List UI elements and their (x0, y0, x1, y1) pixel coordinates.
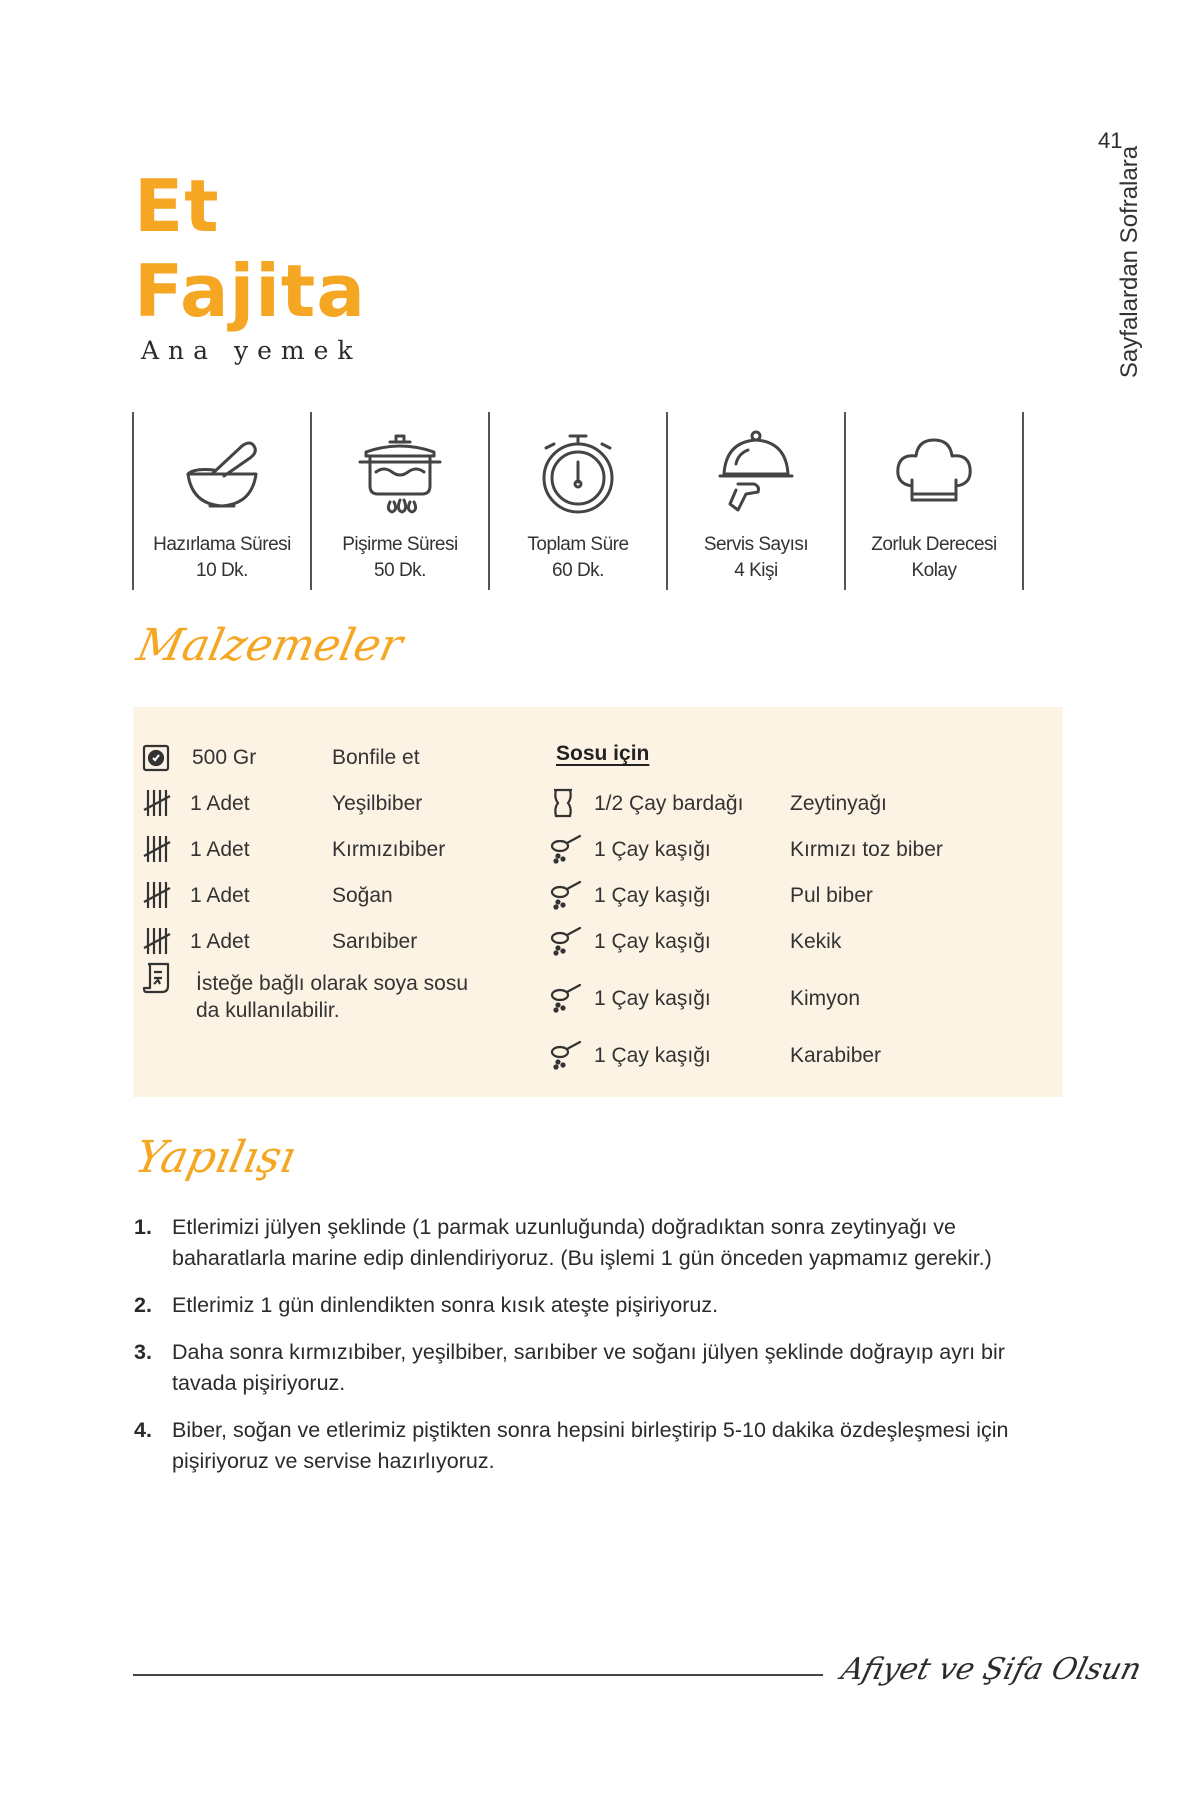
tally-icon (142, 880, 172, 910)
serving-cloche-icon (708, 424, 804, 520)
spoon-icon (550, 834, 582, 864)
sauce-name: Zeytinyağı (790, 792, 887, 815)
recipe-title-line2: Fajita (134, 249, 366, 333)
ingredient-amount: 1 Adet (190, 884, 250, 907)
ingredient-amount: 1 Adet (190, 838, 250, 861)
cooking-pot-icon (352, 424, 448, 520)
info-label: Hazırlama Süresi (153, 534, 291, 555)
info-total-time (488, 412, 666, 590)
spoon-icon (550, 1040, 582, 1070)
step-text: Etlerimiz 1 gün dinlendikten sonra kısık ateşte pişiriyoruz. (172, 1293, 719, 1317)
ingredient-name: Sarıbiber (332, 930, 418, 953)
sauce-name: Pul biber (790, 884, 873, 907)
info-value: 50 Dk. (374, 560, 426, 581)
info-value: 10 Dk. (196, 560, 248, 581)
sauce-name: Kekik (790, 930, 842, 953)
sauce-name: Karabiber (790, 1044, 882, 1067)
step-text: Biber, soğan ve etlerimiz piştikten sonra hepsini birleştirip 5-10 dakika özdeşleşmesi için pişiriyoruz ve servise hazırlıyoruz. (172, 1418, 1009, 1473)
tally-icon (142, 834, 172, 864)
ingredients-heading: Malzemeler (132, 620, 407, 671)
info-value: Kolay (911, 560, 957, 581)
ingredient-note: İsteğe bağlı olarak soya sosu da kullanılabilir. (196, 972, 468, 1022)
ingredient-name: Soğan (332, 884, 393, 907)
sauce-name: Kimyon (790, 987, 861, 1010)
tally-icon (142, 788, 172, 818)
stopwatch-icon (530, 424, 626, 520)
sauce-amount: 1 Çay kaşığı (594, 987, 711, 1010)
info-prep-time (132, 412, 310, 590)
info-difficulty (844, 412, 1024, 590)
spoon-icon (550, 983, 582, 1013)
sauce-amount: 1 Çay kaşığı (594, 930, 711, 953)
chef-hat-icon (886, 424, 982, 520)
scale-icon (142, 742, 170, 772)
spoon-icon (550, 880, 582, 910)
ingredient-amount: 1 Adet (190, 930, 250, 953)
ingredient-name: Bonfile et (332, 746, 420, 769)
sauce-heading: Sosu için (556, 742, 650, 765)
ingredient-name: Yeşilbiber (332, 792, 423, 815)
step-number: 3. (134, 1340, 152, 1364)
step-number: 1. (134, 1215, 152, 1239)
sauce-amount: 1 Çay kaşığı (594, 1044, 711, 1067)
info-label: Zorluk Derecesi (871, 534, 997, 555)
recipe-title-line1: Et (134, 164, 220, 248)
footer-divider (133, 1674, 823, 1676)
info-label: Pişirme Süresi (342, 534, 458, 555)
info-row (132, 412, 1022, 590)
tea-glass-icon (550, 788, 576, 818)
ingredient-amount: 500 Gr (192, 746, 257, 769)
scroll-note-icon (142, 962, 172, 994)
info-servings (666, 412, 844, 590)
mortar-pestle-icon (174, 424, 270, 520)
info-label: Toplam Süre (527, 534, 629, 555)
sauce-name: Kırmızı toz biber (790, 838, 943, 861)
sauce-amount: 1 Çay kaşığı (594, 838, 711, 861)
sauce-amount: 1 Çay kaşığı (594, 884, 711, 907)
side-title-text: Sayfalardan Sofralara (1116, 145, 1143, 379)
ingredient-name: Kırmızıbiber (332, 838, 446, 861)
step-text: Etlerimizi jülyen şeklinde (1 parmak uzunluğunda) doğradıktan sonra zeytinyağı ve baharatlarla marine edip dinlendiriyoruz. (Bu işlemi 1 gün önceden yapmamız gerekir.) (172, 1215, 992, 1270)
tally-icon (142, 926, 172, 956)
step-number: 2. (134, 1293, 152, 1317)
footer-signature: Afiyet ve Şifa Olsun (837, 1652, 1145, 1687)
info-value: 4 Kişi (734, 560, 778, 581)
info-value: 60 Dk. (552, 560, 604, 581)
page-number: 41 (1098, 128, 1123, 153)
info-cook-time (310, 412, 488, 590)
sauce-amount: 1/2 Çay bardağı (594, 792, 744, 815)
step-text: Daha sonra kırmızıbiber, yeşilbiber, sarıbiber ve soğanı jülyen şeklinde doğrayıp ayrı bir tavada pişiriyoruz. (172, 1340, 1005, 1395)
info-label: Servis Sayısı (703, 534, 809, 555)
spoon-icon (550, 926, 582, 956)
ingredient-amount: 1 Adet (190, 792, 250, 815)
recipe-category: Ana yemek (141, 336, 362, 365)
step-number: 4. (134, 1418, 152, 1442)
steps-heading: Yapılışı (130, 1132, 301, 1183)
